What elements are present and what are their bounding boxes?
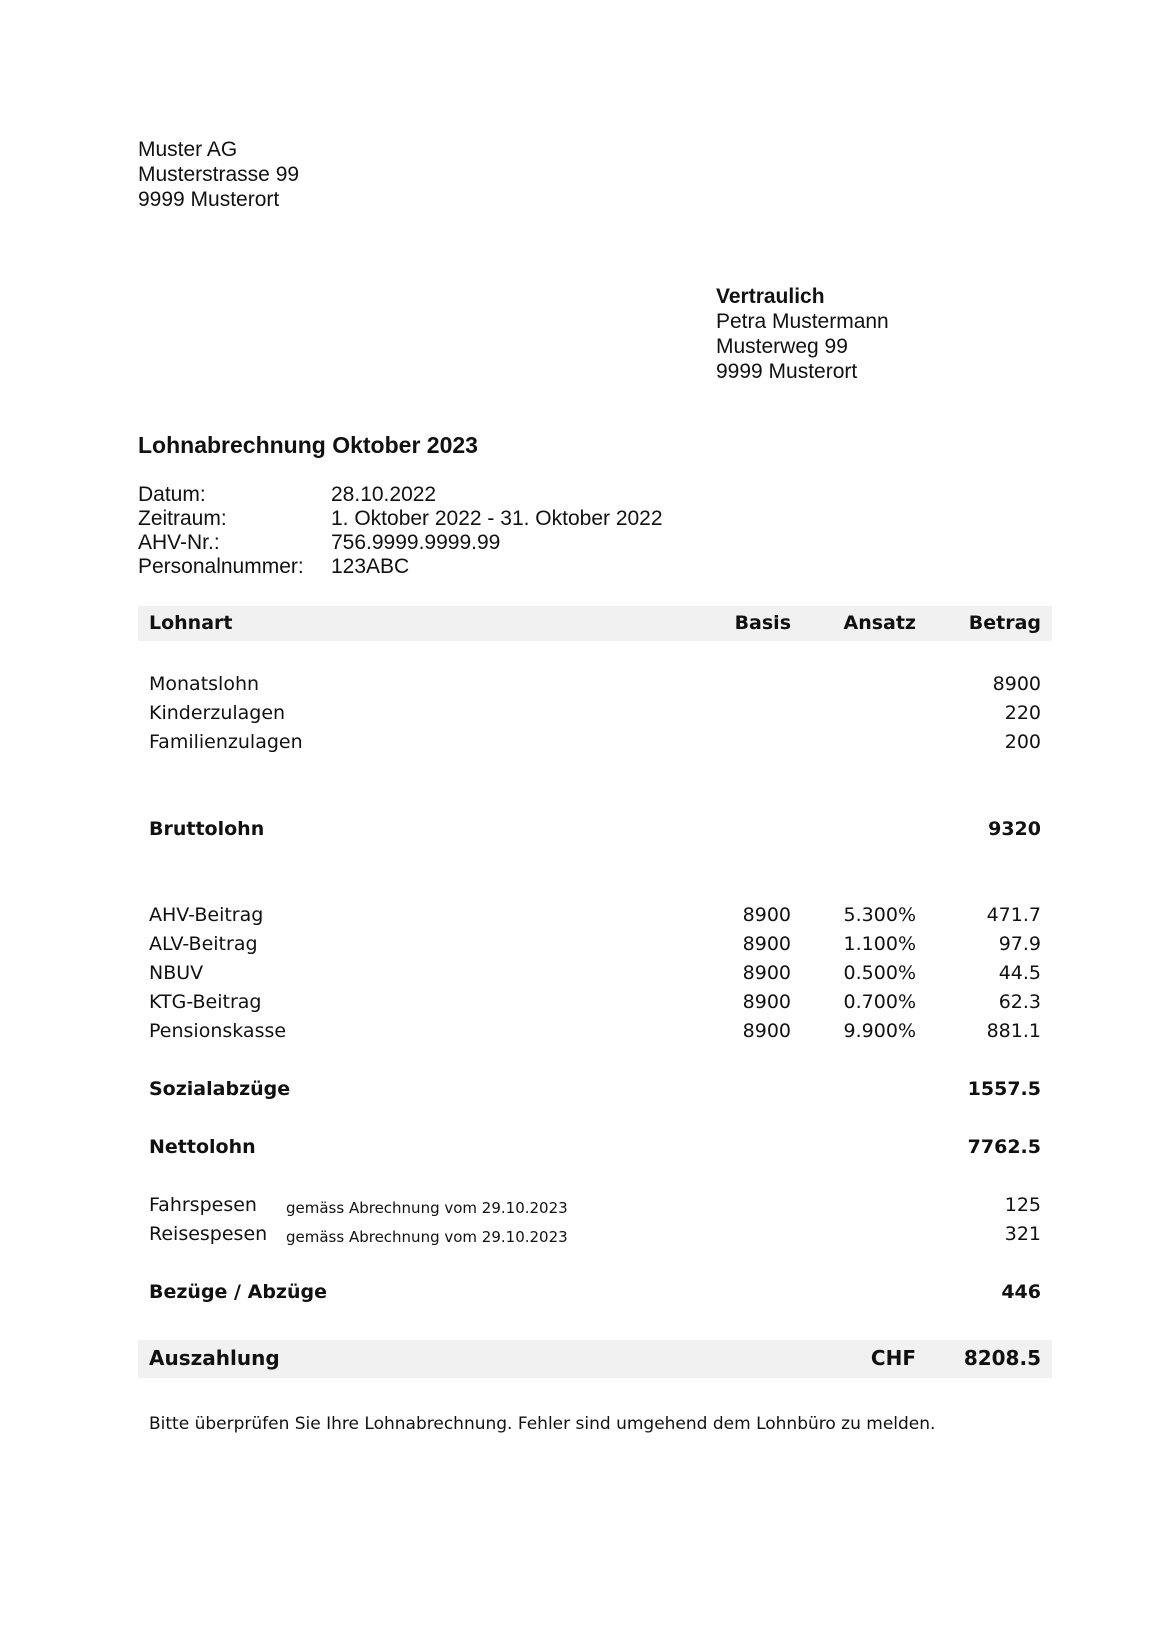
deduction-label: ALV-Beitrag xyxy=(149,933,258,955)
deduction-rate: 9.900% xyxy=(843,1020,916,1042)
payout-currency: CHF xyxy=(870,1346,916,1370)
recipient-street: Musterweg 99 xyxy=(716,335,848,358)
expense-label: Fahrspesen xyxy=(149,1194,257,1216)
meta-label: AHV-Nr.: xyxy=(138,531,220,554)
meta-value: 756.9999.9999.99 xyxy=(331,531,501,554)
expense-amount: 321 xyxy=(1004,1223,1041,1245)
deduction-basis: 8900 xyxy=(742,1020,791,1042)
recipient-address xyxy=(716,284,889,384)
deduction-rate: 0.500% xyxy=(843,962,916,984)
meta-row-personnel xyxy=(138,555,663,579)
recipient-city: 9999 Musterort xyxy=(716,360,858,383)
deduction-rate: 1.100% xyxy=(843,933,916,955)
header-ansatz: Ansatz xyxy=(843,612,916,634)
payout-amount: 8208.5 xyxy=(963,1346,1041,1370)
meta-value: 1. Oktober 2022 - 31. Oktober 2022 xyxy=(331,507,663,530)
social-total-label: Sozialabzüge xyxy=(149,1078,291,1100)
gross-amount: 9320 xyxy=(988,818,1041,840)
earning-amount: 220 xyxy=(1004,702,1041,724)
header-basis: Basis xyxy=(734,612,791,634)
expense-note: gemäss Abrechnung vom 29.10.2023 xyxy=(286,1199,568,1217)
earning-label: Kinderzulagen xyxy=(149,702,286,724)
sender-address xyxy=(138,137,299,212)
social-total-amount: 1557.5 xyxy=(967,1078,1041,1100)
meta-label: Zeitraum: xyxy=(138,507,227,530)
net-amount: 7762.5 xyxy=(967,1136,1041,1158)
deduction-basis: 8900 xyxy=(742,991,791,1013)
net-label: Nettolohn xyxy=(149,1136,256,1158)
payout-label: Auszahlung xyxy=(149,1346,280,1370)
meta-label: Personalnummer: xyxy=(138,555,304,578)
deduction-basis: 8900 xyxy=(742,933,791,955)
expense-label: Reisespesen xyxy=(149,1223,268,1245)
sender-company: Muster AG xyxy=(138,138,238,161)
deduction-rate: 5.300% xyxy=(843,904,916,926)
deduction-label: AHV-Beitrag xyxy=(149,904,264,926)
meta-row-date xyxy=(138,483,663,507)
earning-amount: 200 xyxy=(1004,731,1041,753)
confidential-label: Vertraulich xyxy=(716,285,825,308)
earning-label: Familienzulagen xyxy=(149,731,303,753)
meta-info xyxy=(138,483,663,579)
meta-value: 123ABC xyxy=(331,555,410,578)
deduction-amount: 97.9 xyxy=(998,933,1041,955)
meta-label: Datum: xyxy=(138,483,206,506)
meta-row-ahv xyxy=(138,531,663,555)
deduction-rate: 0.700% xyxy=(843,991,916,1013)
meta-row-period xyxy=(138,507,663,531)
gross-label: Bruttolohn xyxy=(149,818,265,840)
deduction-label: Pensionskasse xyxy=(149,1020,287,1042)
deduction-basis: 8900 xyxy=(742,962,791,984)
expense-note: gemäss Abrechnung vom 29.10.2023 xyxy=(286,1228,568,1246)
deduction-label: KTG-Beitrag xyxy=(149,991,262,1013)
header-betrag: Betrag xyxy=(968,612,1041,634)
deduction-amount: 44.5 xyxy=(998,962,1041,984)
recipient-name: Petra Mustermann xyxy=(716,310,889,333)
header-lohnart: Lohnart xyxy=(149,612,233,634)
deduction-amount: 471.7 xyxy=(986,904,1041,926)
earning-label: Monatslohn xyxy=(149,673,260,695)
earning-amount: 8900 xyxy=(992,673,1041,695)
deduction-amount: 62.3 xyxy=(998,991,1041,1013)
footer-note: Bitte überprüfen Sie Ihre Lohnabrechnung. Fehler sind umgehend dem Lohnbüro zu melden. xyxy=(149,1414,936,1434)
expense-amount: 125 xyxy=(1004,1194,1041,1216)
deduction-basis: 8900 xyxy=(742,904,791,926)
deduction-label: NBUV xyxy=(149,962,204,984)
allowances-total-label: Bezüge / Abzüge xyxy=(149,1281,327,1303)
page-title: Lohnabrechnung Oktober 2023 xyxy=(138,432,478,458)
sender-city: 9999 Musterort xyxy=(138,188,280,211)
deduction-amount: 881.1 xyxy=(986,1020,1041,1042)
allowances-total-amount: 446 xyxy=(1001,1281,1041,1303)
meta-value: 28.10.2022 xyxy=(331,483,437,506)
sender-street: Musterstrasse 99 xyxy=(138,163,300,186)
